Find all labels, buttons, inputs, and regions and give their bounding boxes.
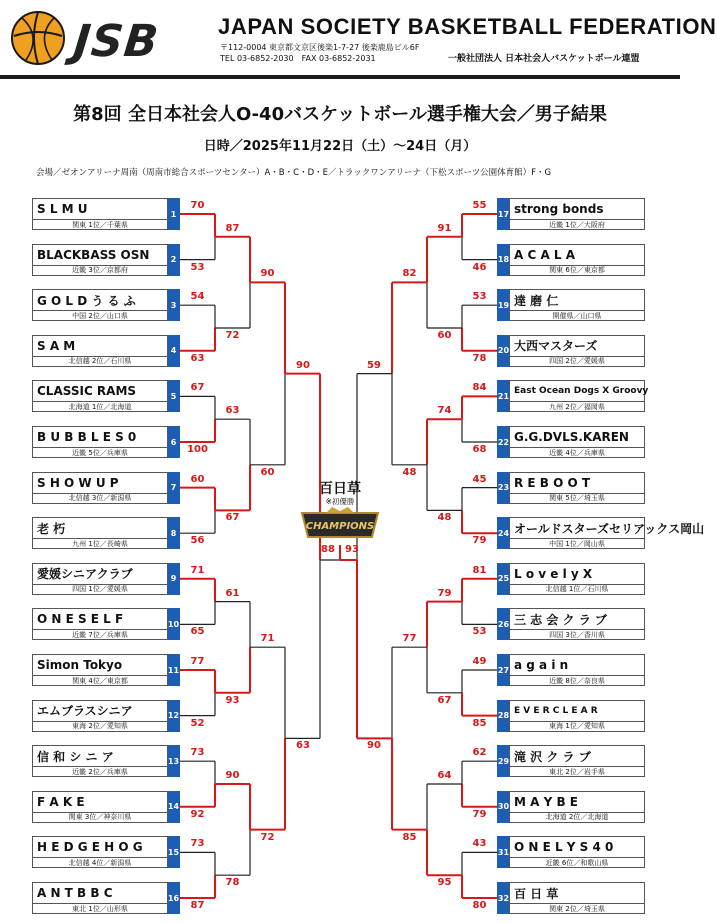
team-region: 関東 6位／東京都	[509, 265, 645, 276]
game-score: 70	[190, 200, 205, 211]
team-entry	[32, 472, 180, 504]
team-region: 関東 3位／神奈川県	[32, 812, 168, 823]
team-name-text: strong bonds	[514, 202, 604, 216]
team-name-text: R E B O O T	[514, 475, 591, 490]
game-score: 90	[367, 740, 381, 752]
team-region: 北海道 2位／北海道	[509, 812, 645, 823]
seed-number: 20	[497, 335, 510, 367]
seed-number: 8	[167, 517, 180, 549]
org-address: 〒112-0004 東京都文京区後楽1-7-27 後楽鹿島ビル6F	[220, 43, 420, 52]
team-entry	[497, 836, 645, 868]
team-name-text: 達 磨 仁	[514, 293, 559, 308]
team-region: 東海 1位／愛知県	[509, 721, 645, 732]
seed-number: 7	[167, 472, 180, 504]
team-name	[509, 836, 645, 858]
game-score: 67	[437, 694, 452, 706]
team-name	[509, 426, 645, 448]
team-name-text: East Ocean Dogs X Groovy	[514, 386, 649, 397]
seed-number: 9	[167, 563, 180, 595]
team-name-text: L o v e l y X	[514, 566, 593, 581]
team-region: 関東 4位／東京都	[32, 675, 168, 686]
team-name-text: a g a i n	[514, 658, 569, 672]
seed-number: 23	[497, 472, 510, 504]
seed-number: 26	[497, 608, 510, 640]
final-score: 88	[321, 544, 335, 555]
team-region: 北信越 2位／石川県	[32, 356, 168, 367]
game-score: 81	[472, 564, 487, 576]
team-region: 中国 2位／山口県	[32, 310, 168, 321]
team-region: 北信越 4位／新潟県	[32, 857, 168, 868]
team-name-text: F A K E	[37, 794, 85, 809]
seed-number: 19	[497, 289, 510, 321]
team-entry	[32, 563, 180, 595]
team-entry	[497, 882, 645, 914]
game-score: 73	[190, 747, 205, 759]
team-name-text: 滝 沢 ク ラ ブ	[514, 749, 591, 764]
game-score: 72	[225, 330, 240, 341]
seed-number: 6	[167, 426, 180, 458]
game-score: 67	[225, 512, 240, 524]
seed-number: 27	[497, 654, 510, 686]
team-region: 東海 2位／愛知県	[32, 721, 168, 732]
team-region: 関東 5位／埼玉県	[509, 493, 645, 504]
team-entry	[497, 335, 645, 367]
team-region: 近畿 5位／兵庫県	[32, 447, 168, 458]
seed-number: 11	[167, 654, 180, 686]
org-name-japanese: 一般社団法人 日本社会人バスケットボール連盟	[448, 54, 640, 64]
game-score: 60	[437, 330, 452, 341]
team-entry	[497, 791, 645, 823]
game-score: 68	[472, 444, 487, 455]
event-dates: 日時／2025年11月22日（土）～24日（月）	[203, 139, 477, 154]
team-entry	[32, 244, 180, 276]
team-name-text: 大西マスターズ	[514, 339, 598, 354]
seed-number: 18	[497, 244, 510, 276]
team-region: 中国 1位／岡山県	[509, 538, 645, 549]
game-score: 73	[190, 838, 205, 850]
team-entry	[497, 380, 649, 412]
team-region: 開催県／山口県	[509, 310, 645, 321]
seed-number: 31	[497, 836, 510, 868]
seed-number: 5	[167, 380, 180, 412]
game-score: 92	[190, 808, 205, 820]
team-entry	[32, 608, 180, 640]
game-score: 85	[402, 831, 417, 843]
team-entry	[32, 654, 180, 686]
team-entry	[497, 745, 645, 777]
team-entry	[32, 335, 180, 367]
game-score: 56	[190, 535, 205, 547]
team-name-text: S A M	[37, 338, 76, 353]
team-name	[32, 472, 168, 494]
team-entry	[497, 700, 645, 732]
game-score: 78	[472, 352, 487, 364]
game-score: 95	[437, 877, 452, 889]
team-region: 九州 1位／長崎県	[32, 538, 168, 549]
team-name-text: Simon Tokyo	[37, 658, 123, 672]
seed-number: 3	[167, 289, 180, 321]
game-score: 48	[402, 466, 417, 478]
team-name-text: BLACKBASS OSN	[37, 247, 150, 262]
game-score: 65	[190, 626, 205, 638]
team-name-text: A C A L A	[514, 247, 576, 262]
team-name	[509, 517, 705, 539]
team-name	[509, 791, 645, 813]
team-name	[509, 700, 645, 722]
team-name-text: G.G.DVLS.KAREN	[514, 430, 629, 444]
champions-badge-icon	[296, 509, 384, 541]
game-score: 90	[225, 770, 240, 781]
team-entry	[497, 289, 645, 321]
game-score: 90	[296, 359, 310, 371]
seed-number: 10	[167, 608, 180, 640]
game-score: 67	[190, 382, 205, 394]
team-name	[32, 289, 168, 311]
seed-number: 24	[497, 517, 510, 549]
team-name	[509, 654, 645, 676]
team-name-text: E V E R C L E A R	[514, 705, 598, 716]
team-name	[32, 335, 168, 357]
jsb-logo-text: JSB	[71, 16, 162, 67]
team-name	[509, 244, 645, 266]
team-name	[32, 836, 168, 858]
game-score: 79	[472, 808, 487, 820]
game-score: 72	[260, 831, 275, 843]
game-score: 85	[472, 717, 487, 729]
team-entry	[497, 198, 645, 230]
team-name	[32, 198, 168, 220]
game-score: 74	[437, 405, 452, 417]
team-entry	[32, 745, 180, 777]
team-name	[32, 517, 168, 539]
org-tel-fax: TEL 03-6852-2030 FAX 03-6852-2031	[220, 54, 376, 63]
team-name-text: M A Y B E	[514, 794, 578, 809]
game-score: 60	[190, 473, 205, 485]
game-score: 100	[187, 444, 208, 455]
team-name-text: G O L D う る ふ	[37, 293, 136, 308]
game-score: 80	[472, 900, 487, 911]
team-name	[32, 563, 168, 585]
team-name	[509, 289, 645, 311]
game-score: 55	[472, 200, 487, 211]
team-name	[32, 745, 168, 767]
team-name	[32, 791, 168, 813]
team-entry	[32, 380, 180, 412]
team-name	[32, 882, 168, 904]
team-name	[509, 882, 645, 904]
team-region: 近畿 8位／奈良県	[509, 675, 645, 686]
game-score: 91	[437, 222, 452, 234]
team-region: 近畿 2位／兵庫県	[32, 766, 168, 777]
team-region: 四国 3位／香川県	[509, 629, 645, 640]
team-name	[32, 380, 168, 402]
game-score: 54	[190, 291, 205, 303]
final-score: 93	[345, 544, 359, 555]
team-name	[32, 700, 168, 722]
seed-number: 29	[497, 745, 510, 777]
game-score: 79	[437, 587, 452, 599]
champion-note: ※初優勝	[325, 497, 355, 506]
game-score: 62	[472, 747, 487, 759]
game-score: 64	[437, 770, 452, 781]
game-score: 78	[225, 877, 240, 889]
game-score: 46	[472, 261, 487, 273]
team-region: 関東 1位／千葉県	[32, 219, 168, 230]
game-score: 49	[472, 656, 487, 667]
seed-number: 17	[497, 198, 510, 230]
team-entry	[497, 654, 645, 686]
team-region: 近畿 6位／和歌山県	[509, 857, 645, 868]
team-name-text: A N T B B C	[37, 886, 113, 900]
seed-number: 21	[497, 380, 510, 412]
team-region: 近畿 7位／兵庫県	[32, 629, 168, 640]
team-entry	[497, 608, 645, 640]
team-name	[509, 198, 645, 220]
team-name	[32, 654, 168, 676]
team-entry	[32, 700, 180, 732]
seed-number: 14	[167, 791, 180, 823]
seed-number: 4	[167, 335, 180, 367]
game-score: 87	[190, 900, 205, 911]
game-score: 53	[472, 291, 487, 303]
team-name-text: エムブラスシニア	[37, 704, 133, 719]
team-entry	[32, 289, 180, 321]
seed-number: 25	[497, 563, 510, 595]
game-score: 45	[472, 473, 487, 485]
game-score: 61	[225, 587, 240, 599]
team-region: 四国 2位／愛媛県	[509, 356, 645, 367]
team-name	[509, 745, 645, 767]
team-region: 東北 1位／山形県	[32, 903, 168, 914]
champions-badge-text: CHAMPIONS	[305, 521, 375, 532]
game-score: 48	[437, 512, 452, 524]
seed-number: 15	[167, 836, 180, 868]
team-name	[509, 563, 645, 585]
game-score: 87	[225, 222, 240, 234]
game-score: 43	[472, 838, 487, 850]
team-name	[509, 335, 645, 357]
game-score: 77	[190, 656, 205, 667]
team-entry	[497, 472, 645, 504]
seed-number: 13	[167, 745, 180, 777]
team-region: 四国 1位／愛媛県	[32, 584, 168, 595]
game-score: 52	[190, 717, 205, 729]
team-name-text: S L M U	[37, 202, 88, 216]
seed-number: 2	[167, 244, 180, 276]
seed-number: 32	[497, 882, 510, 914]
page-title: 第8回 全日本社会人O-40バスケットボール選手権大会／男子結果	[73, 104, 607, 125]
game-score: 71	[190, 564, 205, 576]
team-name-text: オールドスターズセリアックス岡山	[514, 521, 705, 536]
team-region: 北信越 1位／石川県	[509, 584, 645, 595]
team-entry	[497, 244, 645, 276]
team-name-text: B U B B L E S 0	[37, 430, 137, 444]
event-venue: 会場／ゼオンアリーナ周南（周南市総合スポーツセンター）A・B・C・D・E／トラックワンアリーナ（下松スポーツ公園体育館）F・G	[36, 168, 552, 178]
team-name-text: CLASSIC RAMS	[37, 384, 137, 399]
game-score: 71	[260, 633, 275, 645]
team-name-text: H E D G E H O G	[37, 840, 143, 855]
team-region: 近畿 3位／京都府	[32, 265, 168, 276]
game-score: 63	[190, 352, 205, 364]
team-region: 近畿 1位／大阪府	[509, 219, 645, 230]
team-entry	[32, 426, 180, 458]
team-entry	[32, 791, 180, 823]
team-name	[509, 472, 645, 494]
seed-number: 22	[497, 426, 510, 458]
team-region: 北信越 3位／新潟県	[32, 493, 168, 504]
team-name-text: 百 日 草	[514, 886, 559, 901]
game-score: 63	[296, 740, 310, 752]
game-score: 84	[472, 382, 487, 394]
seed-number: 28	[497, 700, 510, 732]
game-score: 53	[190, 261, 205, 273]
org-name-english: JAPAN SOCIETY BASKETBALL FEDERATION	[218, 14, 717, 39]
team-entry	[32, 517, 180, 549]
game-score: 60	[260, 466, 275, 478]
team-entry	[497, 563, 645, 595]
team-name-text: 信 和 シ ニ ア	[37, 749, 114, 764]
game-score: 82	[402, 268, 417, 280]
team-name	[509, 608, 645, 630]
seed-number: 30	[497, 791, 510, 823]
team-name-text: O N E L Y S 4 0	[514, 840, 614, 855]
seed-number: 16	[167, 882, 180, 914]
team-name-text: O N E S E L F	[37, 612, 124, 627]
team-entry	[497, 426, 645, 458]
seed-number: 12	[167, 700, 180, 732]
team-name	[32, 426, 168, 448]
team-name-text: S H O W U P	[37, 475, 119, 490]
team-region: 北海道 1位／北海道	[32, 401, 168, 412]
game-score: 63	[225, 405, 240, 417]
team-entry	[32, 836, 180, 868]
team-name	[32, 608, 168, 630]
team-name-text: 愛媛シニアクラブ	[37, 567, 133, 582]
team-entry	[32, 882, 180, 914]
team-name-text: 三 志 会 ク ラ ブ	[514, 612, 607, 627]
game-score: 77	[402, 633, 417, 645]
team-region: 近畿 4位／兵庫県	[509, 447, 645, 458]
team-name	[32, 244, 168, 266]
team-entry	[497, 517, 705, 549]
game-score: 90	[260, 268, 275, 280]
seed-number: 1	[167, 198, 180, 230]
game-score: 79	[472, 535, 487, 547]
team-region: 東北 2位／岩手県	[509, 766, 645, 777]
team-name-text: 老 朽	[37, 521, 66, 536]
champion-name: 百日草	[319, 481, 361, 497]
game-score: 93	[225, 694, 240, 706]
team-region: 関東 2位／埼玉県	[509, 903, 645, 914]
game-score: 53	[472, 626, 487, 638]
game-score: 59	[367, 359, 381, 371]
team-name	[509, 380, 649, 402]
team-region: 九州 2位／福岡県	[509, 401, 645, 412]
team-entry	[32, 198, 180, 230]
